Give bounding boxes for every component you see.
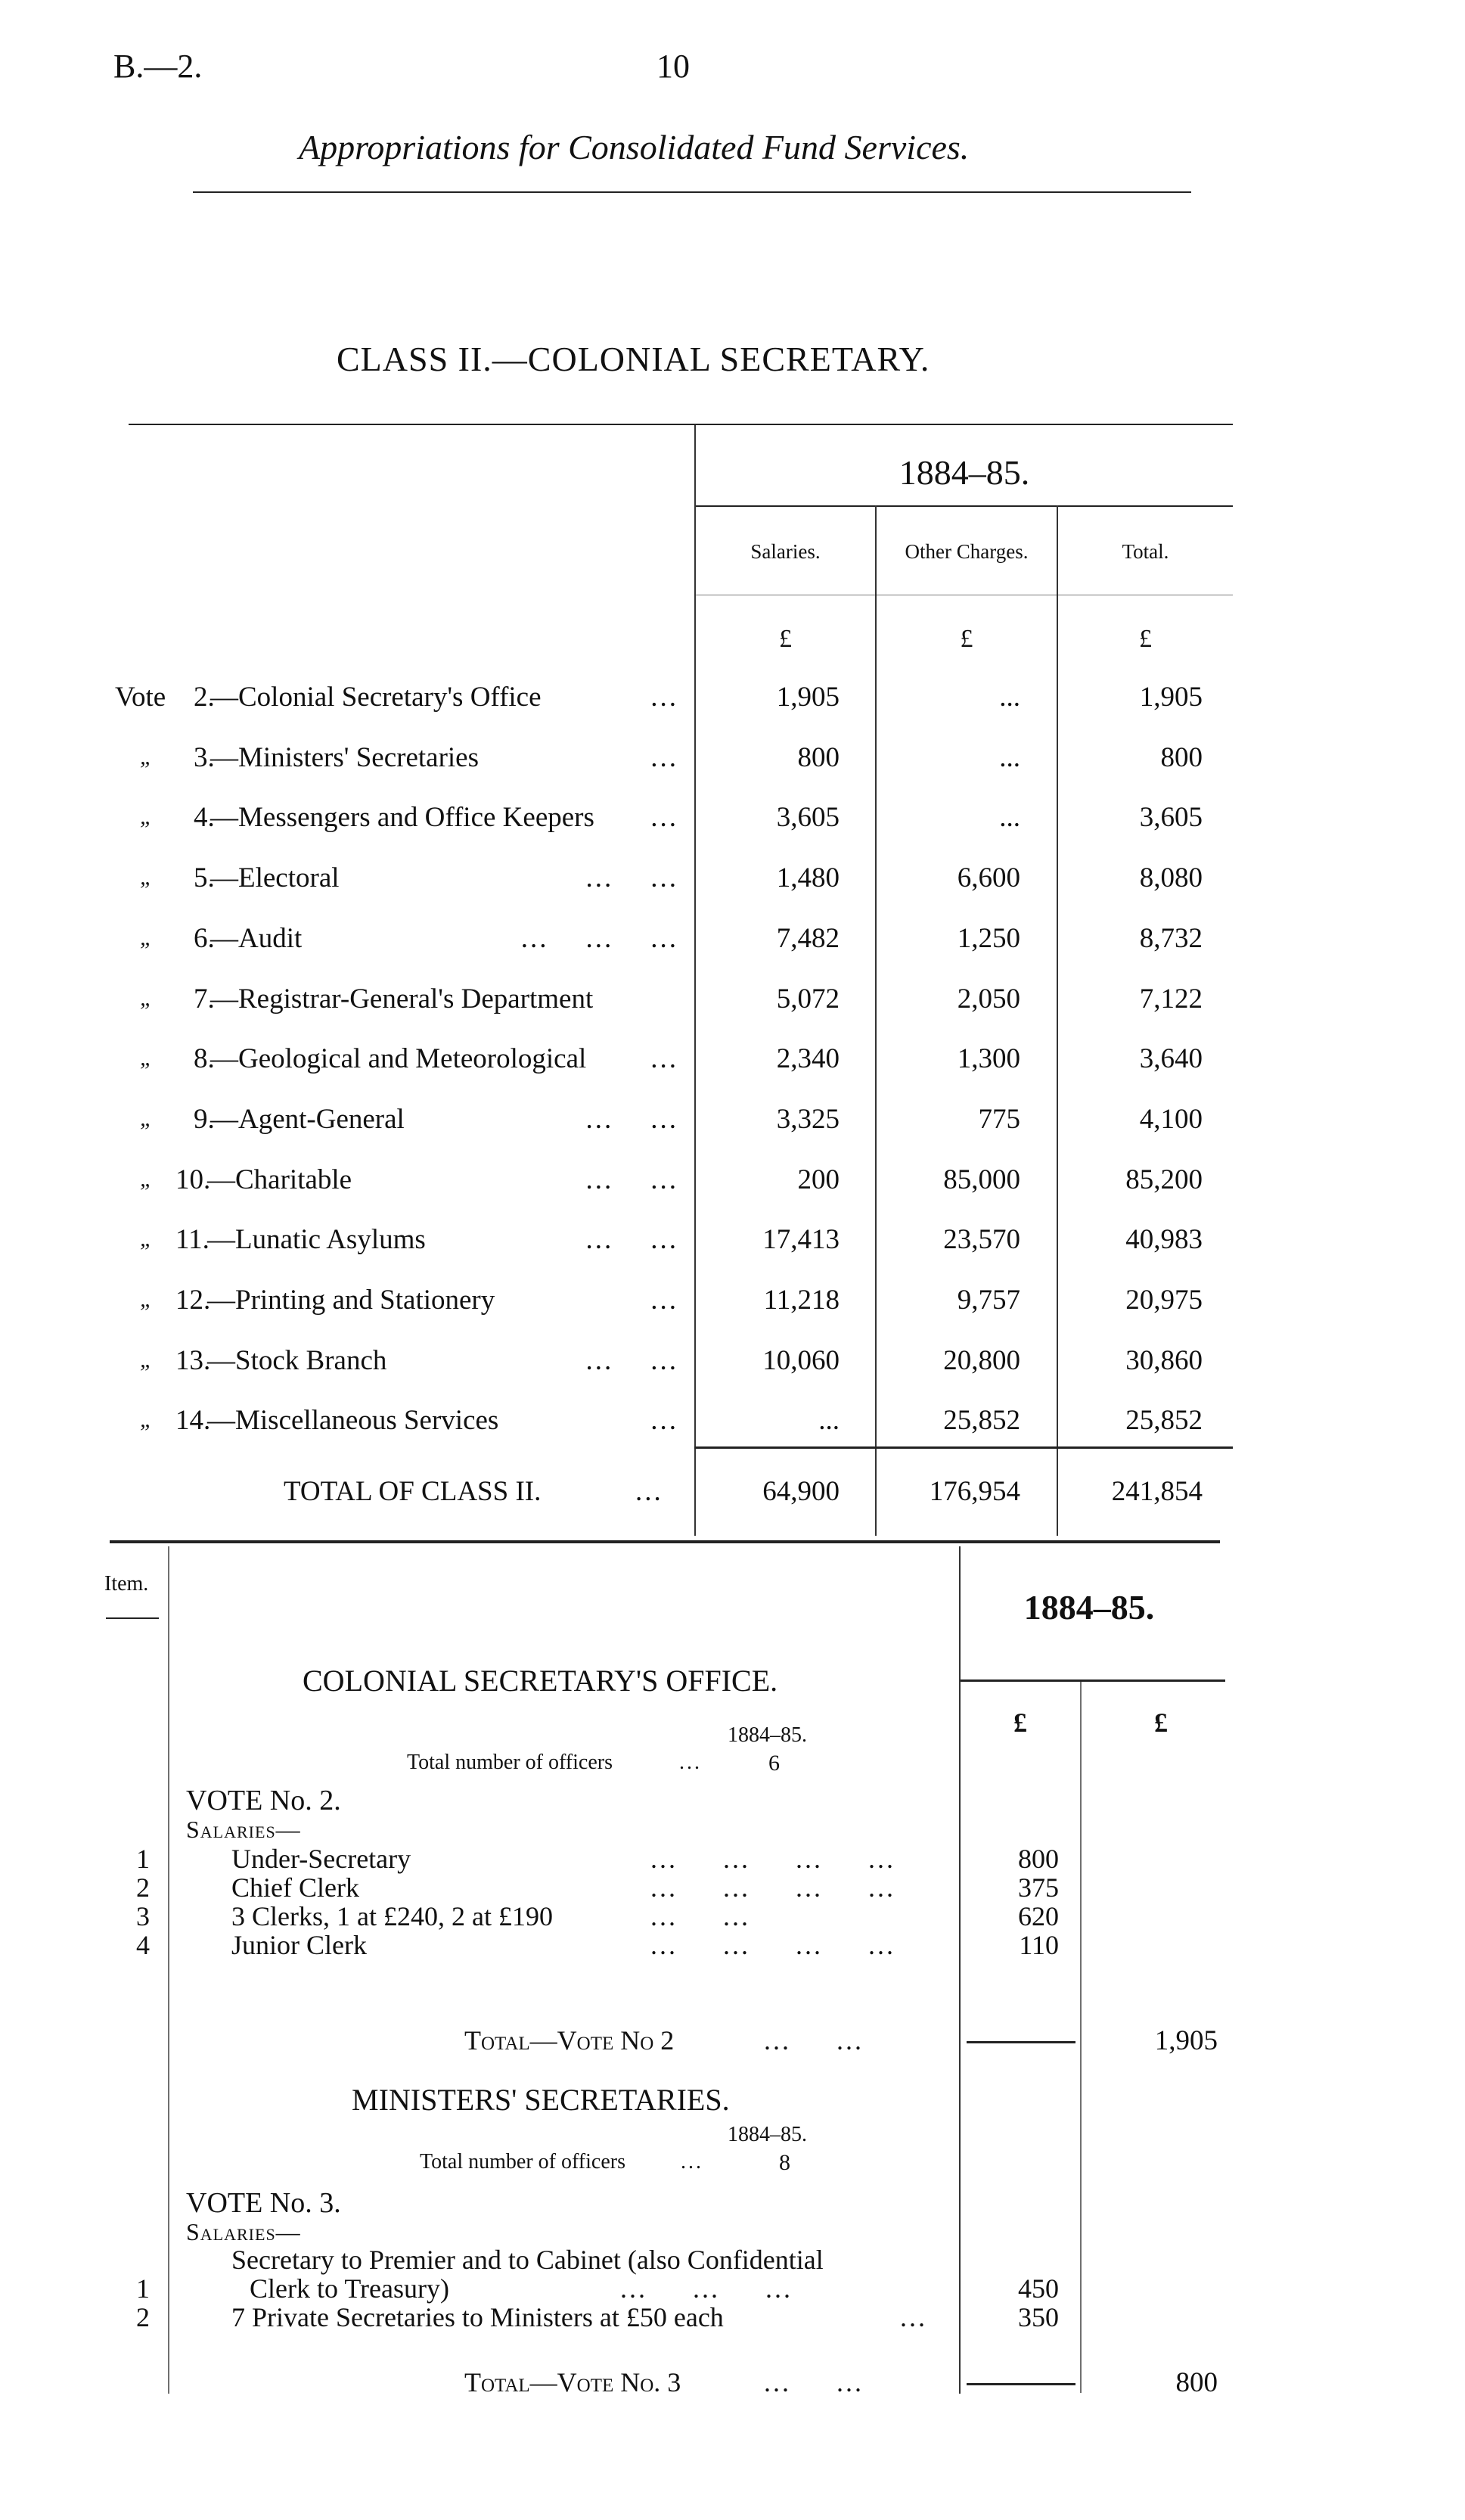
vote-number: 5.	[194, 862, 215, 893]
vote-heading-2: VOTE No. 2.	[186, 1785, 341, 1816]
other-charges-value: ...	[999, 802, 1020, 833]
row-leader: ... ...	[585, 1224, 678, 1255]
ditto-mark: „	[140, 865, 153, 890]
officers-count-1: 6	[768, 1751, 780, 1776]
vote-total-leader-2: ... ...	[764, 2025, 864, 2055]
row-leader: ...	[650, 1405, 678, 1436]
other-charges-value: ...	[999, 682, 1020, 713]
vote-label: —Charitable	[207, 1164, 352, 1195]
summary-total-other-charges: 176,954	[929, 1476, 1020, 1507]
item-number: 3	[136, 1901, 150, 1931]
total-value: 40,983	[1125, 1224, 1203, 1255]
item-number: 1	[136, 1844, 150, 1874]
row-leader: ... ... ...	[520, 923, 678, 954]
salaries-value: 2,340	[776, 1043, 840, 1074]
salaries-value: 11,218	[763, 1285, 840, 1316]
item-column-divider	[168, 1546, 169, 2394]
salaries-value: 200	[797, 1164, 840, 1195]
other-charges-value: 20,800	[943, 1345, 1020, 1376]
vote-number: 14.	[175, 1405, 211, 1436]
class-title: CLASS II.—COLONIAL SECRETARY.	[337, 340, 930, 378]
summary-col-divider-1	[875, 505, 877, 1536]
detail-currency-right: £	[1154, 1707, 1168, 1738]
vote-label: —Stock Branch	[207, 1345, 387, 1376]
vote-number: 6.	[194, 923, 215, 954]
other-charges-value: 775	[978, 1104, 1020, 1135]
salaries-value: 5,072	[776, 983, 840, 1015]
other-charges-value: 6,600	[957, 862, 1020, 893]
document-code: B.—2.	[113, 48, 203, 85]
vote-label: —Messengers and Office Keepers	[210, 802, 594, 833]
summary-total-leader: ...	[635, 1476, 663, 1507]
total-value: 1,905	[1139, 682, 1203, 713]
other-charges-value: 2,050	[957, 983, 1020, 1015]
column-header-total: Total.	[1122, 540, 1169, 563]
currency-other-charges: £	[960, 625, 973, 653]
section-title-ministers-secretaries: MINISTERS' SECRETARIES.	[352, 2083, 730, 2117]
vote-number: 10.	[175, 1164, 211, 1195]
other-charges-value: 1,250	[957, 923, 1020, 954]
salaries-value: 3,605	[776, 802, 840, 833]
summary-total-salaries: 64,900	[762, 1476, 840, 1507]
ditto-mark: „	[140, 925, 153, 950]
summary-bottom-rule	[110, 1540, 1220, 1543]
column-header-salaries: Salaries.	[750, 540, 821, 563]
vote-number: 4.	[194, 802, 215, 833]
summary-total-total: 241,854	[1111, 1476, 1203, 1507]
salaries-value: 10,060	[762, 1345, 840, 1376]
item-amount: 110	[1019, 1930, 1059, 1960]
detail-year-rule	[961, 1679, 1225, 1682]
item-leader: ... ... ... ...	[650, 1844, 895, 1874]
salaries-value: 17,413	[762, 1224, 840, 1255]
total-value: 3,605	[1139, 802, 1203, 833]
salaries-value: 800	[797, 742, 840, 773]
other-charges-value: 9,757	[957, 1285, 1020, 1316]
vote-label: —Geological and Meteorological	[210, 1043, 587, 1074]
vote-total-amount-3: 800	[1175, 2367, 1218, 2398]
salaries-value: ...	[818, 1405, 840, 1436]
officers-label-2: Total number of officers	[420, 2150, 625, 2174]
summary-year-rule	[696, 505, 1233, 507]
vote-total-rule-3	[967, 2383, 1075, 2385]
summary-top-rule	[129, 424, 1233, 425]
row-leader: ...	[650, 1043, 678, 1074]
ditto-mark: „	[140, 1407, 153, 1432]
header-rule	[193, 191, 1191, 193]
ditto-mark: „	[140, 1347, 153, 1372]
ditto-mark: „	[140, 744, 153, 769]
item-amount: 800	[1018, 1844, 1059, 1874]
other-charges-value: ...	[999, 742, 1020, 773]
ditto-mark: „	[140, 1287, 153, 1312]
other-charges-value: 23,570	[943, 1224, 1020, 1255]
salaries-value: 7,482	[776, 923, 840, 954]
vote-total-leader-3: ... ...	[764, 2367, 864, 2397]
officers-year-1: 1884–85.	[728, 1723, 807, 1747]
item-leader: ... ... ...	[620, 2273, 793, 2304]
row-leader: ...	[650, 682, 678, 713]
vote-label: —Colonial Secretary's Office	[210, 682, 542, 713]
vote-number: 7.	[194, 983, 215, 1015]
vote-number: 8.	[194, 1043, 215, 1074]
ditto-mark: „	[140, 1046, 153, 1070]
item-label: Under-Secretary	[231, 1844, 411, 1874]
item-label: Secretary to Premier and to Cabinet (also Confidential	[231, 2245, 824, 2275]
vote-prefix: Vote	[115, 682, 166, 713]
item-leader: ...	[900, 2302, 927, 2332]
item-number: 2	[136, 1872, 150, 1903]
row-leader: ... ...	[585, 862, 678, 893]
total-value: 7,122	[1139, 983, 1203, 1015]
vote-label: —Lunatic Asylums	[207, 1224, 426, 1255]
other-charges-value: 85,000	[943, 1164, 1020, 1195]
officers-leader-1: ...	[679, 1751, 702, 1774]
salaries-heading-2: Salaries—	[186, 2218, 301, 2245]
vote-total-amount-2: 1,905	[1154, 2025, 1218, 2056]
item-label-continued: Clerk to Treasury)	[250, 2273, 449, 2304]
salaries-heading-1: Salaries—	[186, 1816, 301, 1843]
other-charges-value: 1,300	[957, 1043, 1020, 1074]
item-label: Chief Clerk	[231, 1872, 359, 1903]
officers-year-2: 1884–85.	[728, 2123, 807, 2146]
page-number: 10	[656, 48, 690, 85]
row-leader: ...	[650, 802, 678, 833]
amount-column-divider	[959, 1546, 961, 2394]
vote-label: —Electoral	[210, 862, 340, 893]
row-leader: ...	[650, 742, 678, 773]
section-title-colonial-secretarys-office: COLONIAL SECRETARY'S OFFICE.	[303, 1664, 778, 1698]
page-subtitle: Appropriations for Consolidated Fund Services.	[299, 128, 970, 166]
row-leader: ... ...	[585, 1104, 678, 1135]
officers-count-2: 8	[779, 2150, 790, 2175]
total-value: 8,080	[1139, 862, 1203, 893]
total-value: 8,732	[1139, 923, 1203, 954]
item-label: Junior Clerk	[231, 1930, 367, 1960]
salaries-value: 3,325	[776, 1104, 840, 1135]
total-value: 4,100	[1139, 1104, 1203, 1135]
total-value: 20,975	[1125, 1285, 1203, 1316]
summary-total-label: TOTAL OF CLASS II.	[284, 1476, 542, 1507]
detail-amount-split-divider	[1080, 1682, 1082, 2393]
vote-heading-3: VOTE No. 3.	[186, 2187, 341, 2219]
total-value: 25,852	[1125, 1405, 1203, 1436]
item-label: 7 Private Secretaries to Ministers at £50 each	[231, 2302, 724, 2332]
vote-label: —Agent-General	[210, 1104, 405, 1135]
vote-total-label-2: Total—Vote No 2	[464, 2025, 675, 2055]
total-value: 85,200	[1125, 1164, 1203, 1195]
vote-number: 11.	[175, 1224, 210, 1255]
item-amount: 620	[1018, 1901, 1059, 1931]
item-column-header: Item.	[104, 1572, 149, 1596]
summary-year-heading: 1884–85.	[899, 453, 1030, 492]
total-value: 3,640	[1139, 1043, 1203, 1074]
row-leader: ...	[650, 1285, 678, 1316]
vote-total-rule-2	[967, 2041, 1075, 2043]
item-amount: 450	[1018, 2273, 1059, 2304]
vote-number: 3.	[194, 742, 215, 773]
column-header-other-charges: Other Charges.	[905, 540, 1029, 563]
vote-number: 12.	[175, 1285, 211, 1316]
item-leader: ... ...	[650, 1901, 750, 1931]
ditto-mark: „	[140, 1226, 153, 1251]
total-value: 800	[1160, 742, 1203, 773]
item-number: 4	[136, 1930, 150, 1960]
other-charges-value: 25,852	[943, 1405, 1020, 1436]
item-label: 3 Clerks, 1 at £240, 2 at £190	[231, 1901, 553, 1931]
detail-year-heading: 1884–85.	[1023, 1588, 1155, 1627]
officers-label-1: Total number of officers	[407, 1751, 613, 1774]
officers-leader-2: ...	[681, 2150, 703, 2174]
vote-label: —Miscellaneous Services	[207, 1405, 499, 1436]
salaries-value: 1,480	[776, 862, 840, 893]
detail-currency-left: £	[1013, 1707, 1027, 1738]
item-leader: ... ... ... ...	[650, 1872, 895, 1903]
vote-label: —Ministers' Secretaries	[210, 742, 479, 773]
currency-salaries: £	[779, 625, 792, 653]
row-leader: ... ...	[585, 1164, 678, 1195]
ditto-mark: „	[140, 1167, 153, 1192]
item-number: 1	[136, 2273, 150, 2304]
row-leader: ... ...	[585, 1345, 678, 1376]
ditto-mark: „	[140, 986, 153, 1011]
ditto-mark: „	[140, 1106, 153, 1131]
item-amount: 375	[1018, 1872, 1059, 1903]
item-number: 2	[136, 2302, 150, 2332]
vote-number: 2.	[194, 682, 215, 713]
currency-total: £	[1139, 625, 1152, 653]
vote-label: —Printing and Stationery	[207, 1285, 495, 1316]
vote-total-label-3: Total—Vote No. 3	[464, 2367, 681, 2397]
summary-total-rule	[694, 1446, 1233, 1449]
summary-col-divider-2	[1057, 505, 1058, 1536]
vote-label: —Registrar-General's Department	[210, 983, 594, 1015]
item-leader: ... ... ... ...	[650, 1930, 895, 1960]
salaries-value: 1,905	[776, 682, 840, 713]
item-amount: 350	[1018, 2302, 1059, 2332]
item-header-rule	[106, 1617, 159, 1619]
vote-label: —Audit	[210, 923, 303, 954]
vote-number: 13.	[175, 1345, 211, 1376]
total-value: 30,860	[1125, 1345, 1203, 1376]
vote-number: 9.	[194, 1104, 215, 1135]
ditto-mark: „	[140, 804, 153, 829]
